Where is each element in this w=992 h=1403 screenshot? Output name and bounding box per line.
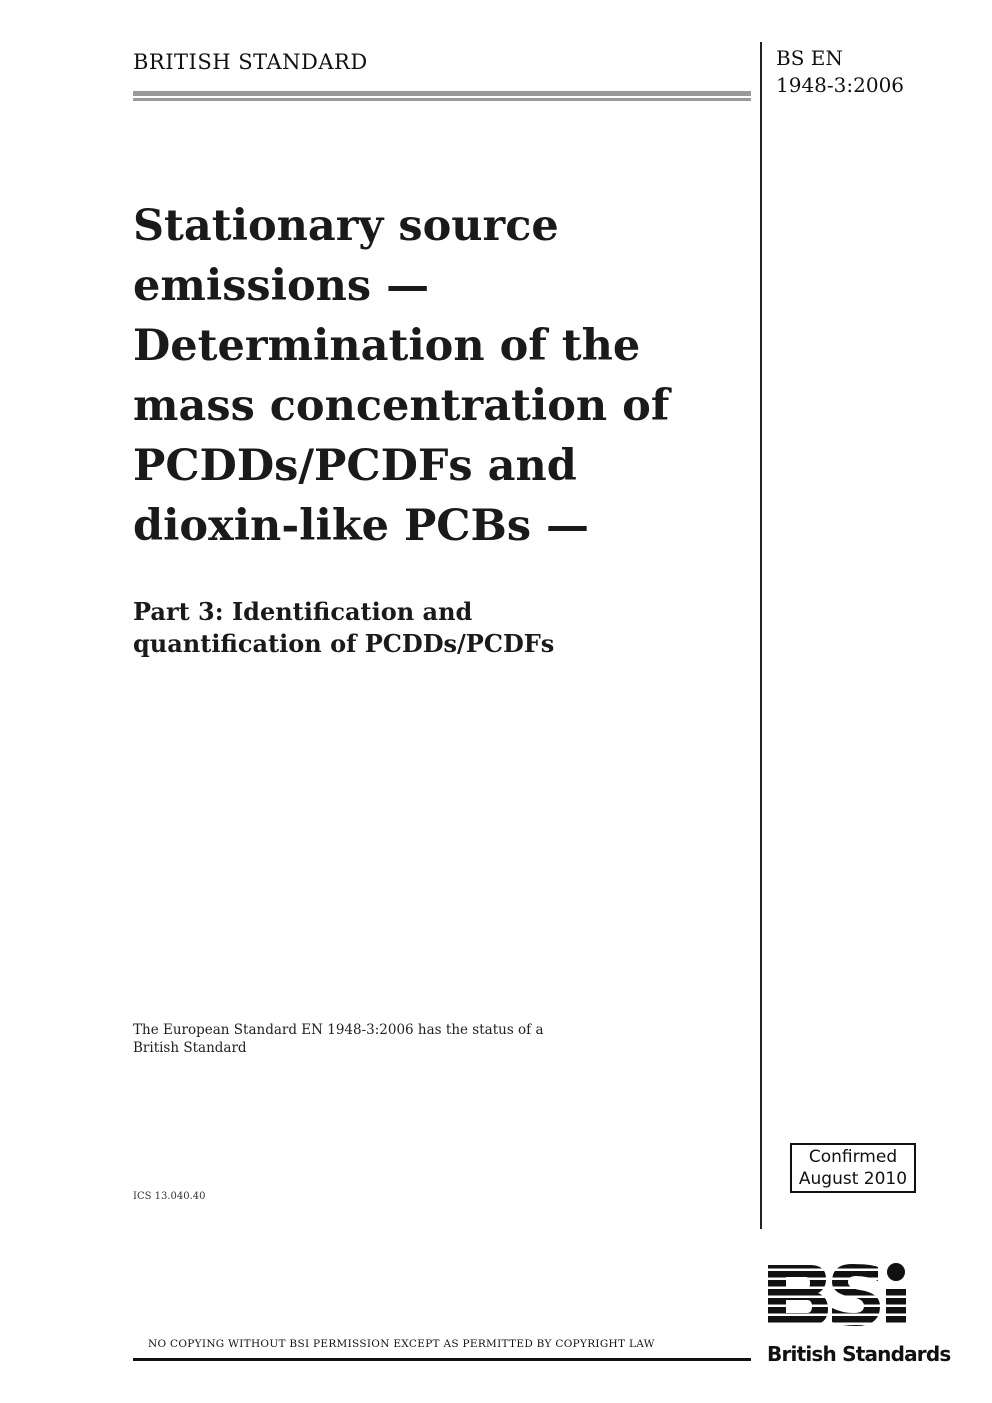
status-note [133, 1021, 693, 1057]
confirmed-date: August 2010 [798, 1169, 908, 1189]
ics-code: ICS 13.040.40 [133, 1191, 206, 1202]
status-note-line: The European Standard EN 1948-3:2006 has the status of a [133, 1022, 544, 1038]
confirmed-stamp [790, 1143, 916, 1193]
standard-type-label: BRITISH STANDARD [133, 50, 368, 74]
document-title [133, 196, 753, 556]
header-rule-thick [133, 91, 751, 96]
footer-rule [133, 1358, 751, 1361]
bsi-tagline: British Standards [767, 1342, 951, 1366]
document-number-code: 1948-3:2006 [776, 73, 905, 97]
document-number [776, 45, 904, 99]
title-line: emissions — [133, 261, 430, 311]
subtitle-line: quantification of PCDDs/PCDFs [133, 629, 555, 658]
title-line: PCDDs/PCDFs and [133, 441, 577, 491]
title-line: Determination of the [133, 321, 641, 371]
document-subtitle [133, 596, 753, 660]
status-note-line: British Standard [133, 1040, 247, 1056]
title-line: mass concentration of [133, 381, 670, 431]
confirmed-label: Confirmed [808, 1147, 898, 1167]
header-rule-thin [133, 98, 751, 101]
subtitle-line: Part 3: Identification and [133, 597, 473, 626]
title-line: dioxin-like PCBs — [133, 501, 590, 551]
bsi-logo-icon [766, 1262, 946, 1328]
title-line: Stationary source [133, 201, 559, 251]
copyright-notice: NO COPYING WITHOUT BSI PERMISSION EXCEPT AS PERMITTED BY COPYRIGHT LAW [148, 1338, 655, 1350]
document-number-prefix: BS EN [776, 46, 843, 70]
vertical-divider [760, 42, 762, 1229]
